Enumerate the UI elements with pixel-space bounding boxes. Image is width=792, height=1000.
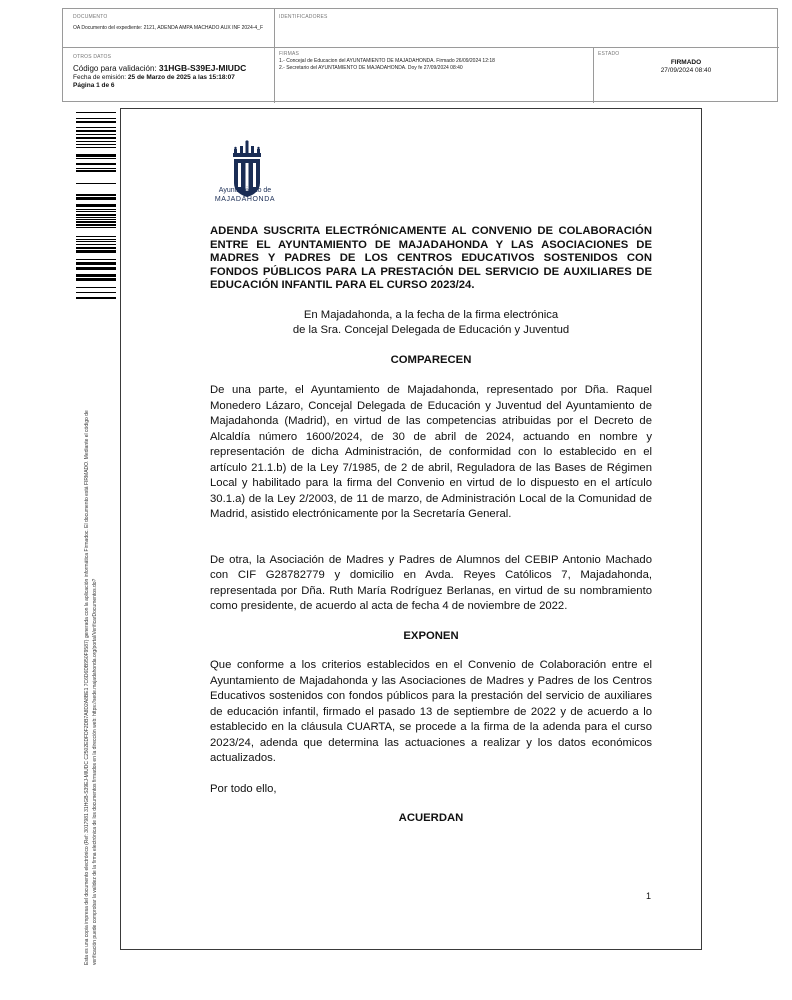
logo-text-ayuntamiento: Ayuntamiento de	[218, 187, 272, 194]
place-line-1: En Majadahonda, a la fecha de la firma electrónica	[303, 308, 559, 321]
comparecen-heading: COMPARECEN	[390, 353, 472, 366]
page-count: Página 1 de 6	[73, 82, 115, 89]
place-line-2: de la Sra. Concejal Delegada de Educación y Juventud	[292, 324, 570, 336]
document-body	[210, 225, 652, 827]
majadahonda-coat-of-arms-icon	[207, 137, 287, 217]
logo-text-majadahonda: MAJADAHONDA	[214, 196, 276, 203]
paragraph-second-party: De otra, la Asociación de Madres y Padres de Alumnos del CEBIP Antonio Machado con CIF G28782779 y domicilio en Avda. Reyes Católicos 7, Majadahonda, representada por Dña. Ruth María Rodríguez Berlanas, en virtud de su nombramiento como presidente, de acuerdo al acta de fecha 4 de noviembre de 2022.	[210, 553, 652, 612]
margin-verification-text-2: verificación puede comprobar la validez de la firma electrónica de los documentos firmados en la dirección web: https://sede.majadahonda.org/portal/VerificarDocumentos.do?	[92, 578, 98, 965]
estado-fecha: 27/09/2024 08:40	[660, 67, 712, 74]
acuerdan-heading: ACUERDAN	[398, 812, 464, 824]
margin-verification-text-1: Esta es una copia impresa del documento electrónico (Ref: 3017981 31HGB-S39EJ-MIUDC C2502EDFDF2DB7A8D2A8BE1 7C6D6DB950F9587) generada con la aplicación informática Firmadoc. El documento está FIRMADO. Mediante el código de	[84, 410, 90, 965]
paragraph-exponen: Que conforme a los criterios establecidos en el Convenio de Colaboración entre el Ayuntamiento de Majadahonda y las Asociaciones de Madres y Padres de los Centros Educativos sostenidos con fondos públicos para la prestación del servicio de auxiliares de educación infantil, firmado el pasado 13 de septiembre de 2022 y de acuerdo a lo establecido en la cláusula CUARTA, se procede a la firma de la adenda para el curso 2023/24, adenda que determina las actuaciones a realizar y los datos económicos actualizados.	[210, 659, 652, 764]
document-metadata-box	[62, 8, 778, 102]
fecha-prefix: Fecha de emisión:	[73, 74, 128, 81]
documento-value: OA Documento del expediente: 2121, ADENDA AMPA MACHADO AUX INF 2024-4_F	[73, 25, 263, 31]
firmas-label: FIRMAS	[279, 51, 300, 57]
page-number: 1	[645, 891, 651, 901]
otros-datos-label: OTROS DATOS	[73, 54, 112, 60]
validation-code	[73, 63, 246, 74]
paragraph-por-todo-ello: Por todo ello,	[210, 782, 277, 795]
documento-label: DOCUMENTO	[73, 14, 108, 20]
place-date	[210, 308, 652, 339]
estado-value: FIRMADO	[670, 59, 702, 66]
firma-2: 2.- Secretario del AYUNTAMIENTO DE MAJADAHONDA. Doy fe 27/09/2024 08:40	[279, 65, 463, 71]
document-page	[120, 108, 702, 950]
codigo-value: 31HGB-S39EJ-MIUDC	[158, 63, 247, 73]
paragraph-first-party: De una parte, el Ayuntamiento de Majadahonda, representado por Dña. Raquel Monedero Lázaro, Concejal Delegada de Educación y Juventud del Ayuntamiento de Majadahonda (Madrid), en virtud de las competencias atribuidas por el Decreto de Alcaldía número 1600/2024, de 30 de abril de 2024, actuando en nombre y representación de dicha Administración, de conformidad con lo establecido en el artículo 21.1.b) de la Ley 7/1985, de 2 de abril, Reguladora de las Bases de Régimen Local y habilitado para la firma del Convenio en virtud de lo dispuesto en el artículo 30.1.a) de la Ley 2/2003, de 11 de marzo, de Administración Local de la Comunidad de Madrid, asistido electrónicamente por la Secretaría General.	[210, 384, 652, 520]
document-title: ADENDA SUSCRITA ELECTRÓNICAMENTE AL CONVENIO DE COLABORACIÓN ENTRE EL AYUNTAMIENTO DE MAJADAHONDA Y LAS ASOCIACIONES DE MADRES Y PADRES DE LOS CENTROS EDUCATIVOS SOSTENIDOS CON FONDOS PÚBLICOS PARA LA PRESTACIÓN DEL SERVICIO DE AUXILIARES DE EDUCACIÓN INFANTIL PARA EL CURSO 2023/24.	[210, 225, 652, 291]
exponen-heading: EXPONEN	[403, 629, 459, 642]
estado-label: ESTADO	[598, 51, 620, 57]
emission-date	[73, 74, 235, 82]
identificadores-label: IDENTIFICADORES	[279, 14, 328, 20]
codigo-prefix: Código para validación:	[73, 64, 159, 73]
firma-1: 1.- Concejal de Educacion del AYUNTAMIENTO DE MAJADAHONDA. Firmado 26/09/2024 12:18	[279, 58, 495, 64]
barcode	[76, 110, 116, 300]
fecha-value: 25 de Marzo de 2025 a las 15:18:07	[127, 74, 235, 81]
